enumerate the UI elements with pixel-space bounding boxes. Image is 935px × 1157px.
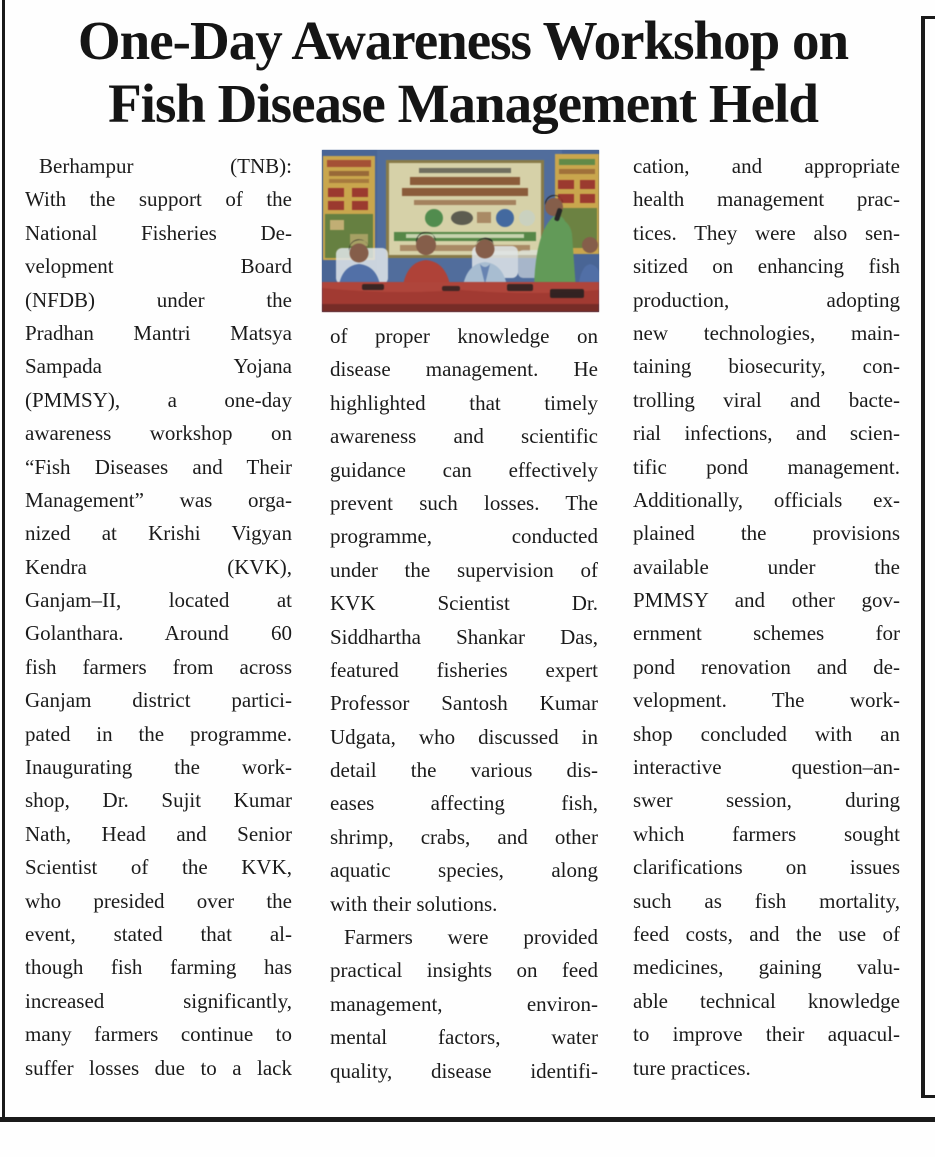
article-line: interactive question–an- [633,755,900,780]
article-line: nized at Krishi Vigyan [25,521,292,546]
article-line: With the support of the [25,187,292,212]
article-line: available under the [633,554,900,579]
article-line: pond renovation and de- [633,654,900,679]
photo-table [322,282,599,312]
article-line: though fish farming has [25,955,292,980]
article-line: shop concluded with an [633,721,900,746]
article-line: highlighted that timely [330,390,598,415]
article-line: which farmers sought [633,821,900,846]
article-line: Ganjam district partici- [25,688,292,713]
bottom-border-rule [0,1117,935,1122]
article-line: Scientist of the KVK, [25,855,292,880]
article-line: ernment schemes for [633,621,900,646]
article-line: fish farmers from across [25,654,292,679]
article-column-1 [25,150,292,1085]
article-line: “Fish Diseases and Their [25,454,292,479]
article-line: many farmers continue to [25,1022,292,1047]
article-line: under the supervision of [330,557,598,582]
article-line: quality, disease identifi- [330,1058,598,1083]
article-line: Siddhartha Shankar Das, [330,624,598,649]
article-line: who presided over the [25,888,292,913]
article-line: ture practices. [633,1055,751,1080]
article-line: Nath, Head and Senior [25,821,292,846]
article-line: velopment Board [25,254,292,279]
article-line: cation, and appropriate [633,154,900,178]
article-line: health management prac- [633,187,900,212]
article-line: medicines, gaining valu- [633,955,900,980]
photo-illustration [322,150,599,312]
article-line: aquatic species, along [330,858,598,883]
article-line: feed costs, and the use of [633,921,900,946]
article-line: featured fisheries expert [330,657,598,682]
article-line: event, stated that al- [25,921,292,946]
article-line: PMMSY and other gov- [633,588,900,613]
article-line: shrimp, crabs, and other [330,824,598,849]
article-line: trolling viral and bacte- [633,387,900,412]
article-column-2 [330,150,598,1088]
article-column-3 [633,150,900,1085]
article-line: increased significantly, [25,988,292,1013]
article-line: prevent such losses. The [330,490,598,515]
article-line: new technologies, main- [633,320,900,345]
article-line: Kendra (KVK), [25,554,292,579]
headline-line-1: One-Day Awareness Workshop on [77,10,849,71]
article-line: mental factors, water [330,1025,598,1050]
article-line: with their solutions. [330,891,498,916]
article-line: Inaugurating the work- [25,755,292,780]
article-line: Ganjam–II, located at [25,588,292,613]
article-line: Management” was orga- [25,487,292,512]
article-line: Professor Santosh Kumar [330,691,598,716]
article-line: awareness and scientific [330,424,598,449]
article-line: Additionally, officials ex- [633,487,900,512]
adjacent-article-border [921,16,935,1098]
article-column-2-lines [330,320,598,1088]
article-line: plained the provisions [633,521,900,546]
article-line: programme, conducted [330,524,598,549]
article-line: velopment. The work- [633,688,900,713]
article-line: sitized on enhancing fish [633,254,900,279]
article-line: (NFDB) under the [25,287,292,312]
article-line: able technical knowledge [633,988,900,1013]
article-line: (PMMSY), a one-day [25,387,292,412]
article-line: of proper knowledge on [330,324,598,348]
article-line: National Fisheries De- [25,220,292,245]
article-line: Golanthara. Around 60 [25,621,292,646]
article-line: awareness workshop on [25,421,292,446]
article-line: tific pond management. [633,454,900,479]
article-line: clarifications on issues [633,855,900,880]
article-line: Sampada Yojana [25,354,292,379]
article-line: production, adopting [633,287,900,312]
photo-left-banner [323,156,375,260]
article-line: Udgata, who discussed in [330,724,598,749]
article-line: rial infections, and scien- [633,421,900,446]
article-line: such as fish mortality, [633,888,900,913]
article-line: to improve their aquacul- [633,1022,900,1047]
article-line: KVK Scientist Dr. [330,591,598,616]
headline [18,10,908,135]
left-border-rule [2,0,5,1122]
article-line: detail the various dis- [330,758,598,783]
article-photo [322,150,599,312]
photo-center-banner [386,160,544,258]
article-line: eases affecting fish, [330,791,598,816]
article-line: Berhampur (TNB): [39,154,292,178]
article-line: Pradhan Mantri Matsya [25,320,292,345]
article-line: taining biosecurity, con- [633,354,900,379]
article-line: disease management. He [330,357,598,382]
article-line: swer session, during [633,788,900,813]
article-line: suffer losses due to a lack [25,1055,292,1080]
article-line: shop, Dr. Sujit Kumar [25,788,292,813]
article-line: tices. They were also sen- [633,220,900,245]
headline-line-2: Fish Disease Management Held [108,72,818,134]
article-line: practical insights on feed [330,958,598,983]
article-line: pated in the programme. [25,721,292,746]
article-line: Farmers were provided [344,925,598,950]
article-line: guidance can effectively [330,457,598,482]
article-line: management, environ- [330,991,598,1016]
